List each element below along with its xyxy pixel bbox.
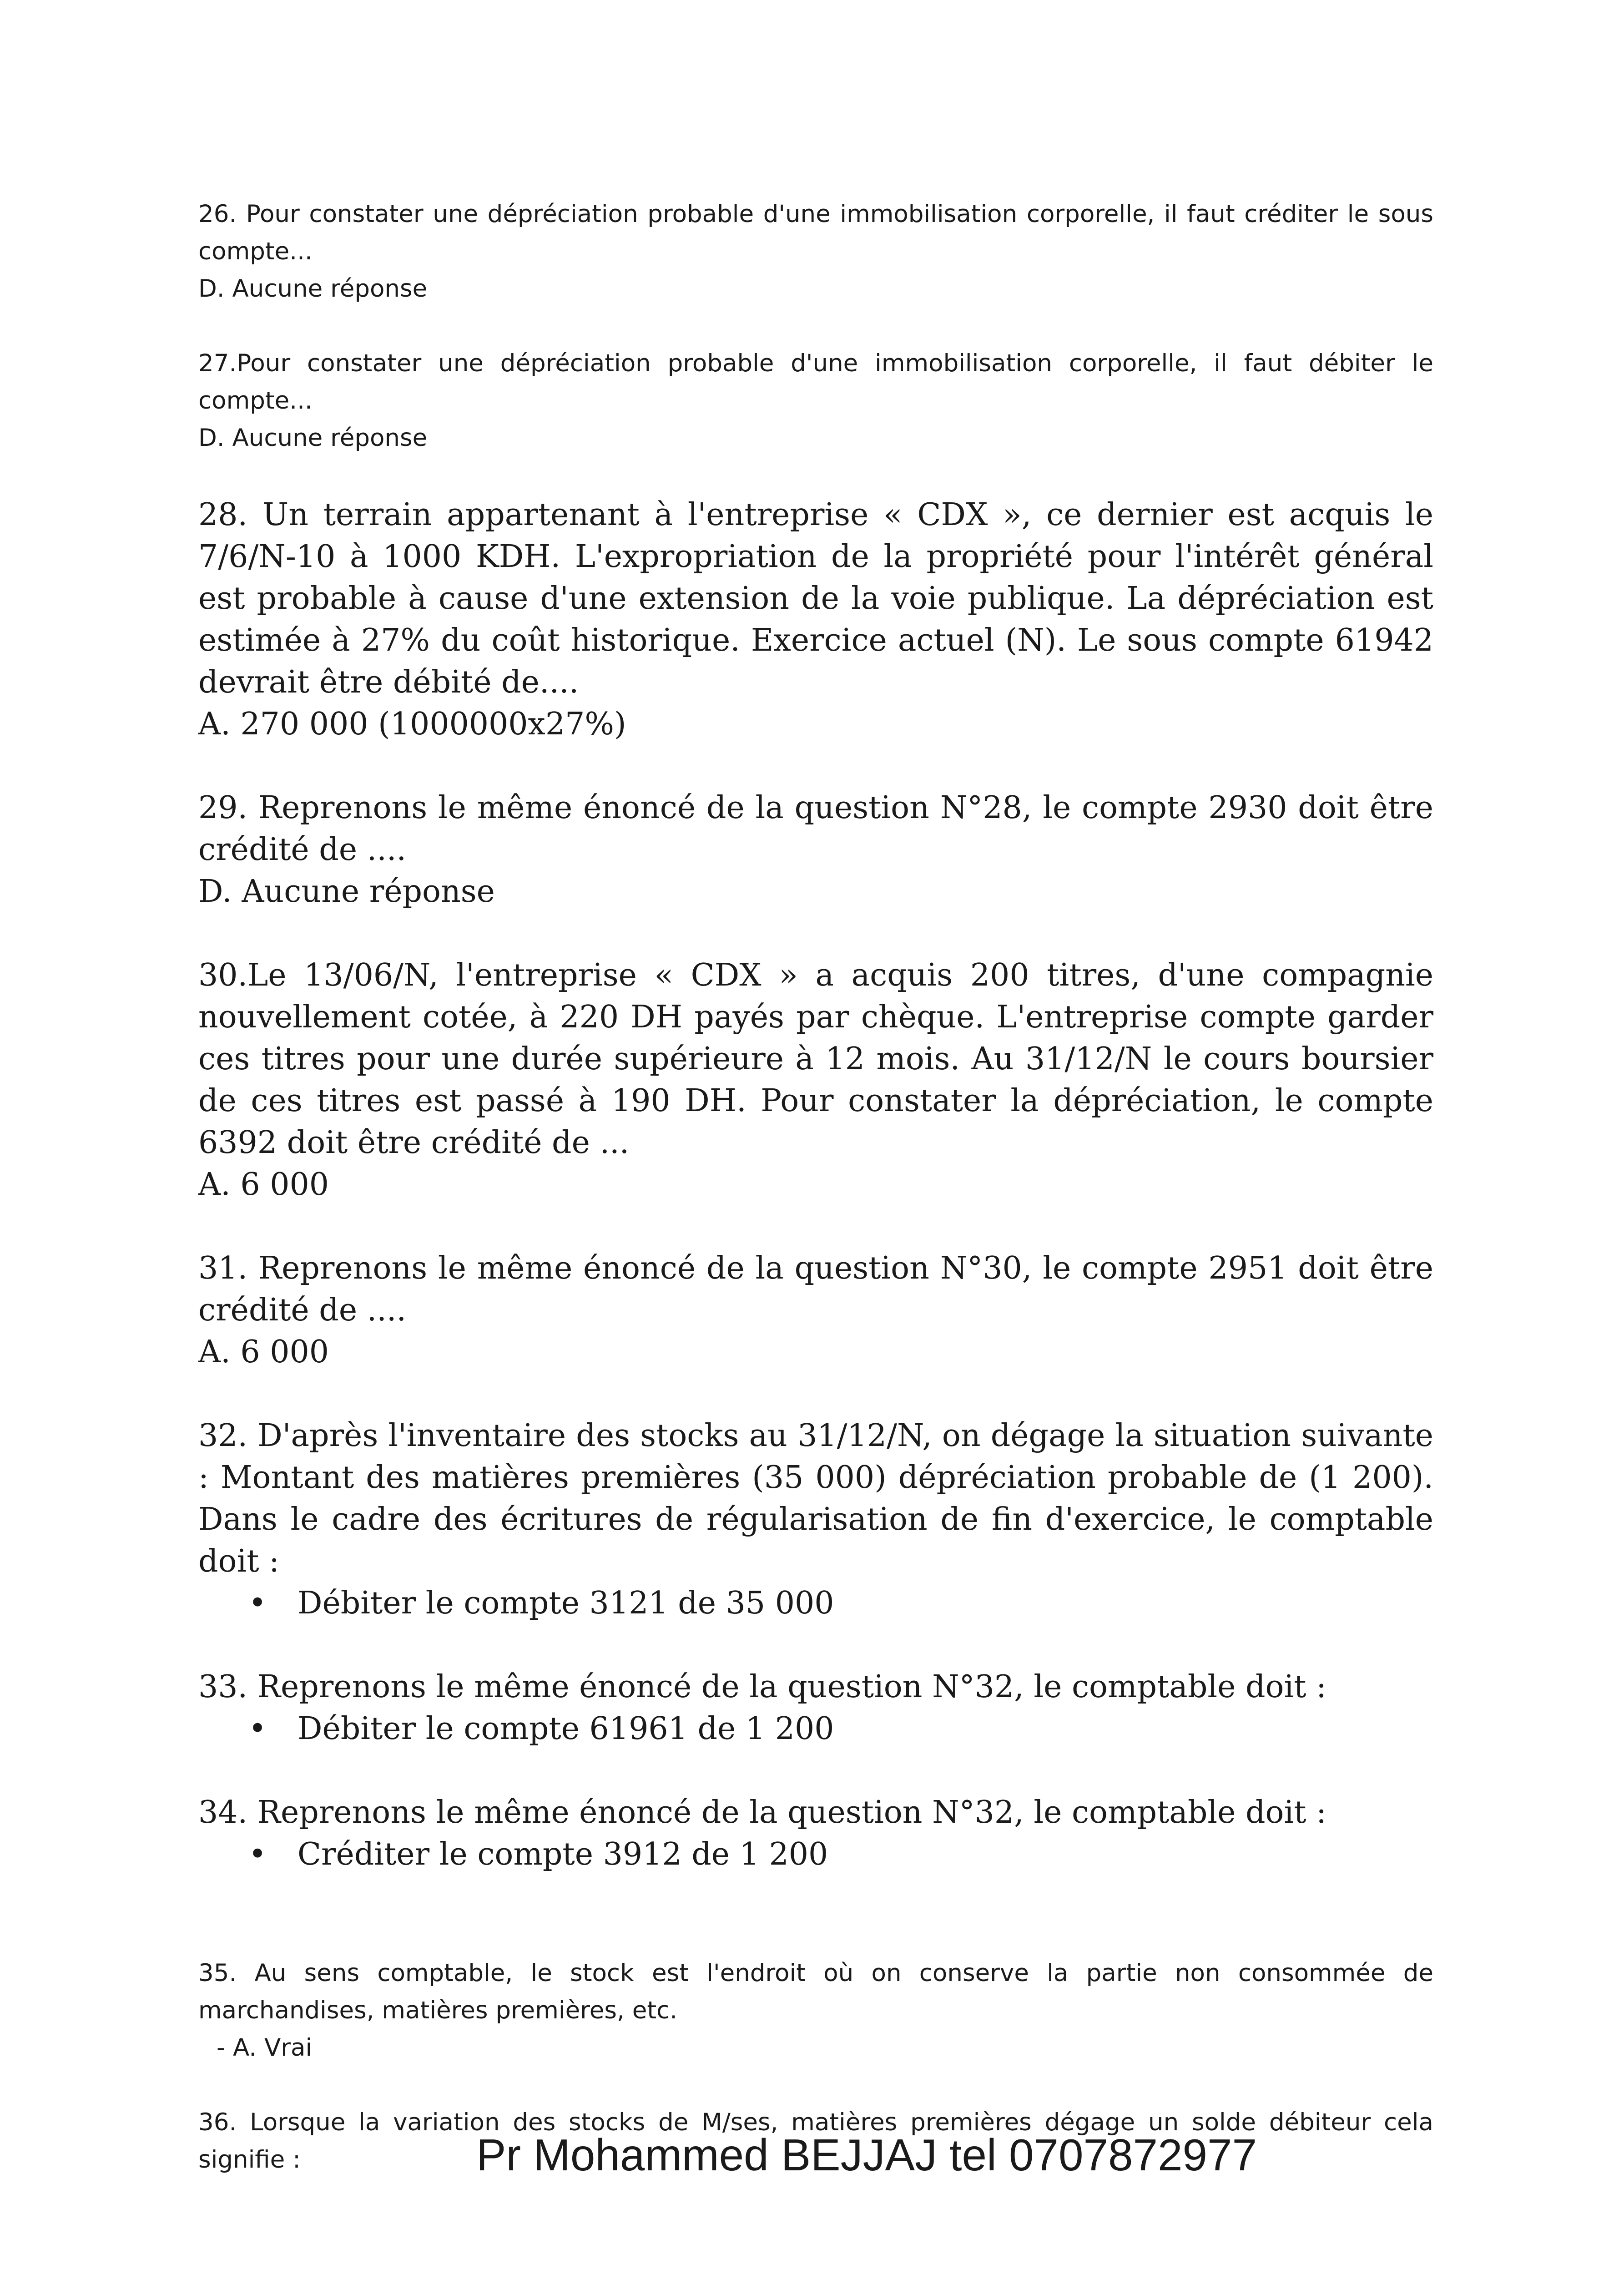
question-text: 33. Reprenons le même énoncé de la question N°32, le comptable doit : (198, 1669, 1327, 1705)
question-27 (198, 345, 1433, 457)
question-text: 29. Reprenons le même énoncé de la question N°28, le compte 2930 doit être crédité de .... (198, 790, 1433, 868)
question-text: 27.Pour constater une dépréciation probable d'une immobilisation corporelle, il faut débiter le compte... (198, 349, 1433, 415)
question-text: 34. Reprenons le même énoncé de la question N°32, le comptable doit : (198, 1795, 1327, 1830)
answer-list (198, 1582, 1433, 1624)
author-footer: Pr Mohammed BEJJAJ tel 0707872977 (476, 2130, 1257, 2180)
question-34 (198, 1792, 1433, 1876)
answer: A. 6 000 (198, 1167, 329, 1203)
document-body (198, 196, 1433, 2179)
answer: D. Aucune réponse (198, 424, 428, 452)
question-text: 31. Reprenons le même énoncé de la question N°30, le compte 2951 doit être crédité de .... (198, 1250, 1433, 1328)
question-text: 26. Pour constater une dépréciation probable d'une immobilisation corporelle, il faut créditer le sous compte... (198, 200, 1433, 265)
question-text: 28. Un terrain appartenant à l'entreprise « CDX », ce dernier est acquis le 7/6/N-10 à 1000 KDH. L'expropriation de la propriété pour l'intérêt général est probable à cause d'une extension de la voie publique. La dépréciation est estimée à 27% du coût historique. Exercice actuel (N). Le sous compte 61942 devrait être débité de.... (198, 497, 1433, 700)
question-33 (198, 1666, 1433, 1750)
answer-list (198, 1708, 1433, 1750)
answer-bullet: • Débiter le compte 3121 de 35 000 (198, 1582, 1433, 1624)
question-26 (198, 196, 1433, 308)
answer-bullet: • Créditer le compte 3912 de 1 200 (198, 1834, 1433, 1876)
answer: A. 270 000 (1000000x27%) (198, 706, 626, 742)
question-28 (198, 494, 1433, 745)
question-text: 32. D'après l'inventaire des stocks au 31/12/N, on dégage la situation suivante : Montant des matières premières (35 000) dépréciation probable de (1 200). Dans le cadre des écritures de régularisation de fin d'exercice, le comptable doit : (198, 1418, 1433, 1579)
answer: - A. Vrai (217, 2034, 313, 2062)
question-32 (198, 1415, 1433, 1624)
question-30 (198, 955, 1433, 1206)
question-text: 36. Lorsque la variation des stocks de M/ses, matières premières dégage un solde débiteur cela signifie : (198, 2108, 1433, 2174)
answer-list (198, 1834, 1433, 1876)
question-text: 30.Le 13/06/N, l'entreprise « CDX » a acquis 200 titres, d'une compagnie nouvellement cotée, à 220 DH payés par chèque. L'entreprise compte garder ces titres pour une durée supérieure à 12 mois. Au 31/12/N le cours boursier de ces titres est passé à 190 DH. Pour constater la dépréciation, le compte 6392 doit être crédité de ... (198, 957, 1433, 1161)
question-29 (198, 787, 1433, 913)
answer: D. Aucune réponse (198, 874, 495, 910)
question-text: 35. Au sens comptable, le stock est l'endroit où on conserve la partie non consommée de marchandises, matières premières, etc. (198, 1959, 1433, 2024)
question-31 (198, 1248, 1433, 1373)
answer: D. Aucune réponse (198, 275, 428, 303)
answer: A. 6 000 (198, 1334, 329, 1370)
question-35 (198, 1955, 1433, 2067)
answer-bullet: • Débiter le compte 61961 de 1 200 (198, 1708, 1433, 1750)
